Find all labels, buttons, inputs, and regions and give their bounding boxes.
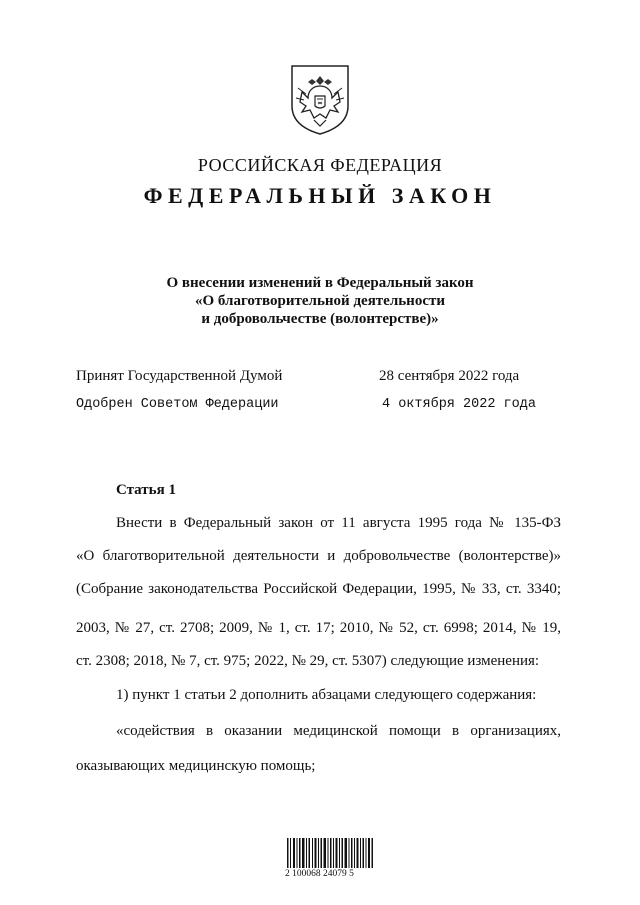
approval-council-date: 4 октября 2022 года bbox=[382, 397, 536, 412]
adoption-duma-label: Принят Государственной Думой bbox=[76, 368, 283, 384]
article-text-line: 1) пункт 1 статьи 2 дополнить абзацами следующего содержания: bbox=[116, 687, 537, 703]
document-type-heading: ФЕДЕРАЛЬНЫЙ ЗАКОН bbox=[143, 183, 497, 208]
article-heading: Статья 1 bbox=[116, 482, 176, 498]
law-title-line: и добровольчестве (волонтерстве)» bbox=[201, 311, 439, 327]
law-title-line: «О благотворительной деятельности bbox=[194, 293, 445, 309]
article-text-line: 2003, № 27, ст. 2708; 2009, № 1, ст. 17; 2010, № 52, ст. 6998; 2014, № 19, bbox=[76, 620, 561, 636]
article-text-line: «содействия в оказании медицинской помощи в организациях, bbox=[116, 723, 561, 739]
adoption-duma-date: 28 сентября 2022 года bbox=[379, 368, 520, 384]
barcode-number: 2 100068 24079 5 bbox=[285, 869, 354, 879]
barcode-bars bbox=[287, 838, 373, 868]
country-heading: РОССИЙСКАЯ ФЕДЕРАЦИЯ bbox=[197, 155, 443, 175]
article-text-line: оказывающих медицинскую помощь; bbox=[76, 758, 316, 774]
article-text-line: ст. 2308; 2018, № 7, ст. 975; 2022, № 29, ст. 5307) следующие изменения: bbox=[76, 653, 540, 669]
article-text-line: (Собрание законодательства Российской Федерации, 1995, № 33, ст. 3340; bbox=[76, 581, 561, 597]
article-text-line: «О благотворительной деятельности и добровольчестве (волонтерстве)» bbox=[76, 548, 561, 564]
russian-coat-of-arms-emblem bbox=[288, 62, 352, 136]
law-title bbox=[0, 274, 640, 328]
approval-council-label: Одобрен Советом Федерации bbox=[76, 397, 279, 412]
article-text-line: Внести в Федеральный закон от 11 августа 1995 года № 135-ФЗ bbox=[116, 515, 561, 531]
law-title-line: О внесении изменений в Федеральный закон bbox=[166, 275, 474, 291]
